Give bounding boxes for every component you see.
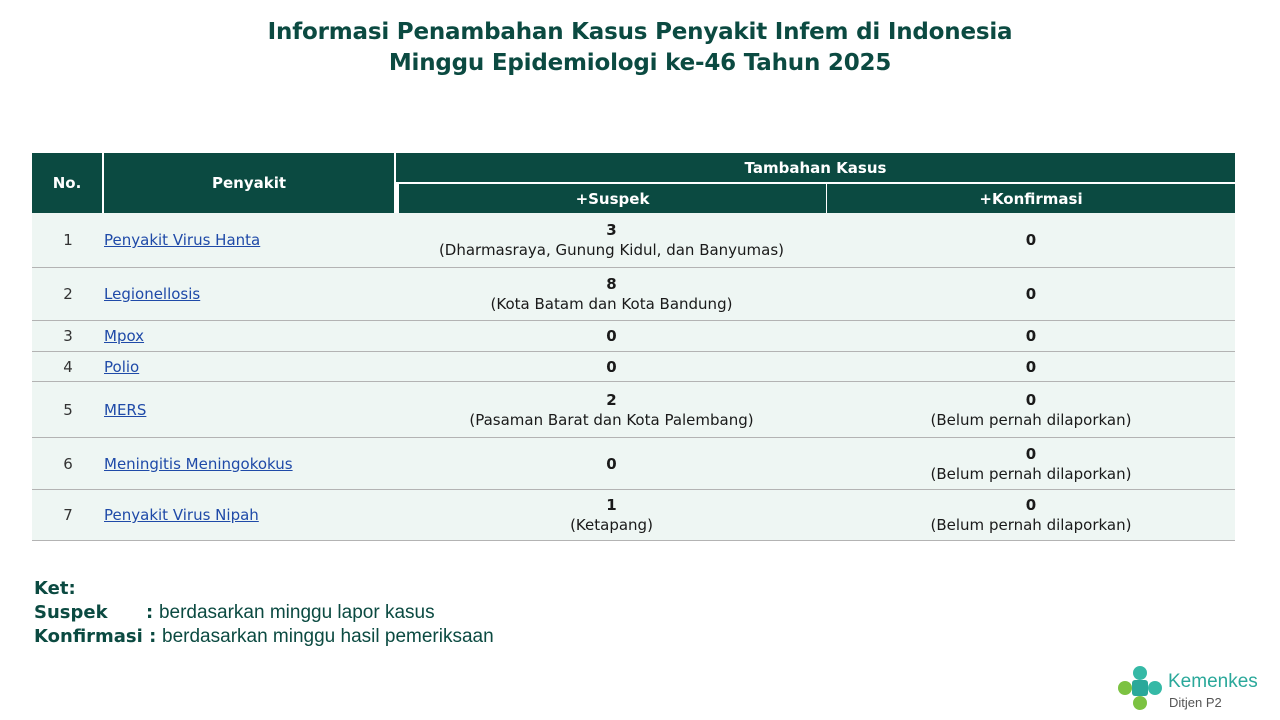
ket-heading: Ket:: [34, 578, 76, 599]
table-row: [32, 382, 1235, 438]
suspek-colon: :: [146, 602, 154, 623]
suspek-count: 8: [606, 275, 617, 293]
konfirmasi-note: (Belum pernah dilaporkan): [930, 464, 1132, 483]
disease-link[interactable]: Mpox: [104, 327, 145, 345]
row-number: 5: [32, 382, 104, 438]
cases-table: [32, 153, 1235, 541]
suspek-note: (Dharmasraya, Gunung Kidul, dan Banyumas): [438, 241, 785, 259]
disease-link[interactable]: Penyakit Virus Nipah: [104, 506, 259, 524]
row-number: 2: [32, 268, 104, 321]
konfirmasi-note: (Belum pernah dilaporkan): [930, 410, 1132, 429]
konfirmasi-count: 0: [1025, 496, 1037, 514]
konfirmasi-count: 0: [1025, 444, 1037, 463]
header-penyakit: Penyakit: [104, 153, 396, 213]
suspek-note: (Kota Batam dan Kota Bandung): [490, 295, 733, 313]
suspek-cell: [396, 382, 827, 438]
row-number: 4: [32, 352, 104, 382]
legend-notes: [34, 577, 494, 649]
konfirmasi-cell: [827, 268, 1235, 321]
disease-link[interactable]: Polio: [104, 357, 140, 376]
konfirmasi-count: 0: [1025, 357, 1037, 376]
disease-link[interactable]: Legionellosis: [104, 285, 201, 303]
disease-link[interactable]: Penyakit Virus Hanta: [104, 231, 261, 249]
page-title: [0, 17, 1280, 79]
suspek-description: berdasarkan minggu lapor kasus: [158, 602, 435, 623]
konfirmasi-count: 0: [1025, 390, 1037, 409]
row-number: 3: [32, 321, 104, 352]
disease-link[interactable]: MERS: [104, 400, 147, 419]
header-suspek: +Suspek: [396, 184, 827, 213]
suspek-count: 1: [606, 496, 617, 514]
header-konfirmasi: +Konfirmasi: [827, 184, 1235, 213]
row-number: 6: [32, 438, 104, 490]
suspek-count: 0: [606, 454, 617, 473]
suspek-cell: [396, 352, 827, 382]
suspek-cell: [396, 321, 827, 352]
title-line-1: Informasi Penambahan Kasus Penyakit Infem di Indonesia: [267, 19, 1013, 45]
konfirmasi-count: 0: [1025, 231, 1037, 249]
row-number: 7: [32, 490, 104, 541]
konfirmasi-colon: :: [142, 626, 157, 647]
suspek-count: 3: [606, 221, 617, 239]
konfirmasi-note: (Belum pernah dilaporkan): [930, 516, 1132, 534]
suspek-note: (Pasaman Barat dan Kota Palembang): [469, 410, 754, 429]
suspek-count: 0: [606, 327, 617, 345]
konfirmasi-count: 0: [1025, 327, 1037, 345]
suspek-cell: [396, 490, 827, 541]
logo-sub-text: Ditjen P2: [1169, 695, 1222, 710]
konfirmasi-label: Konfirmasi: [34, 626, 143, 647]
table-row: [32, 438, 1235, 490]
disease-link[interactable]: Meningitis Meningokokus: [104, 454, 293, 473]
konfirmasi-cell: [827, 213, 1235, 268]
kemenkes-logo: [1116, 664, 1276, 714]
konfirmasi-count: 0: [1025, 285, 1037, 303]
row-number: 1: [32, 213, 104, 268]
header-tambahan-kasus: Tambahan Kasus: [396, 153, 1235, 184]
konfirmasi-cell: [827, 490, 1235, 541]
header-no: No.: [32, 153, 104, 213]
konfirmasi-cell: [827, 438, 1235, 490]
title-line-2: Minggu Epidemiologi ke-46 Tahun 2025: [388, 50, 892, 76]
table-row: [32, 321, 1235, 352]
table-row: [32, 268, 1235, 321]
table-row: [32, 352, 1235, 382]
suspek-cell: [396, 213, 827, 268]
suspek-label: Suspek: [34, 602, 108, 623]
table-row: [32, 213, 1235, 268]
suspek-cell: [396, 268, 827, 321]
logo-brand-text: Kemenkes: [1168, 671, 1258, 692]
konfirmasi-description: berdasarkan minggu hasil pemeriksaan: [162, 626, 494, 647]
kemenkes-logo-icon: [1116, 664, 1166, 714]
konfirmasi-cell: [827, 352, 1235, 382]
suspek-cell: [396, 438, 827, 490]
table-row: [32, 490, 1235, 541]
suspek-count: 2: [606, 390, 617, 409]
suspek-note: (Ketapang): [570, 516, 653, 534]
konfirmasi-cell: [827, 321, 1235, 352]
suspek-count: 0: [606, 357, 617, 376]
konfirmasi-cell: [827, 382, 1235, 438]
